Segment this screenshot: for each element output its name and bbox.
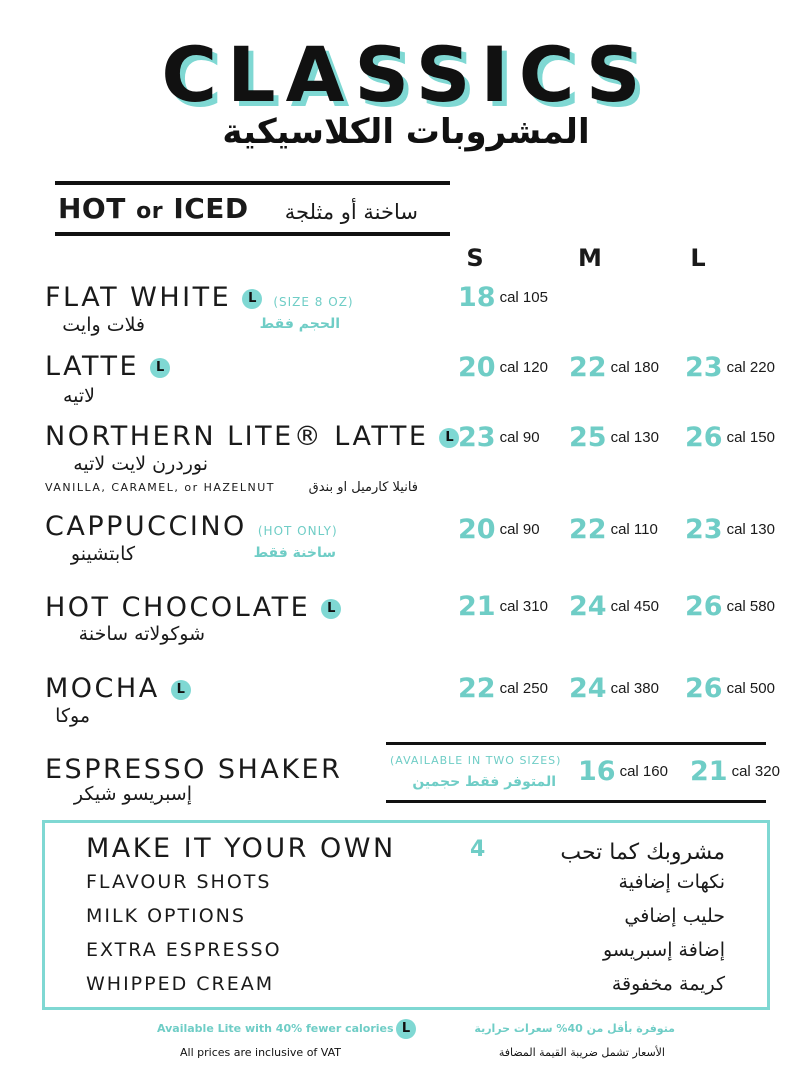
price-large: 26 cal 580 xyxy=(685,591,775,622)
menu-item-flat-white xyxy=(45,282,354,313)
lite-badge-icon: L xyxy=(439,428,459,448)
item-name-arabic: موكا xyxy=(55,705,90,727)
option-whipped-cream: WHIPPED CREAM xyxy=(86,973,275,995)
item-name-arabic: فلات وايت xyxy=(62,314,145,336)
price-medium: 24 cal 380 xyxy=(569,673,659,704)
option-extra-espresso: EXTRA ESPRESSO xyxy=(86,939,282,961)
menu-item-northern-lite-latte xyxy=(45,421,459,452)
footer-lite-note: Available Lite with 40% fewer calories xyxy=(157,1022,394,1035)
item-name: MOCHA xyxy=(45,673,160,704)
item-note: (HOT ONLY) xyxy=(257,524,338,538)
price-large: 21 cal 320 xyxy=(690,756,780,787)
price-medium: 22 cal 110 xyxy=(569,514,658,545)
price-medium: 24 cal 450 xyxy=(569,591,659,622)
price-medium: 16 cal 160 xyxy=(578,756,668,787)
size-header-small: S xyxy=(466,244,484,272)
item-flavours: VANILLA, CARAMEL, or HAZELNUT xyxy=(45,481,275,494)
price-small: 21 cal 310 xyxy=(458,591,548,622)
price-small: 18 cal 105 xyxy=(458,282,548,313)
item-note-arabic: المتوفر فقط حجمين xyxy=(412,774,556,790)
lite-badge-icon: L xyxy=(171,680,191,700)
item-name: HOT CHOCOLATE xyxy=(45,592,311,623)
lite-badge-icon: L xyxy=(150,358,170,378)
item-note: (AVAILABLE IN TWO SIZES) xyxy=(390,754,562,767)
lite-badge-icon: L xyxy=(242,289,262,309)
price-medium: 22 cal 180 xyxy=(569,352,659,383)
menu-item-espresso-shaker xyxy=(45,754,342,785)
item-note-arabic: الحجم فقط xyxy=(259,316,340,332)
size-header-large: L xyxy=(690,244,706,272)
menu-item-cappuccino xyxy=(45,511,338,542)
page-title: CLASSICS xyxy=(161,30,651,119)
item-name: FLAT WHITE xyxy=(45,282,232,313)
shaker-divider-bottom xyxy=(386,800,766,803)
item-name-arabic: نوردرن لايت لاتيه xyxy=(73,453,208,475)
price-large: 23 cal 220 xyxy=(685,352,775,383)
shaker-divider-top xyxy=(386,742,766,745)
price-large: 26 cal 500 xyxy=(685,673,775,704)
item-name-arabic: إسبريسو شيكر xyxy=(73,783,192,805)
item-name: ESPRESSO SHAKER xyxy=(45,754,343,785)
item-note-arabic: ساخنة فقط xyxy=(253,545,336,561)
lite-badge-icon: L xyxy=(321,599,341,619)
section-label-or: or xyxy=(136,199,164,224)
page-title-arabic: المشروبات الكلاسيكية xyxy=(222,112,590,152)
menu-item-mocha xyxy=(45,673,191,704)
make-it-your-own-title: MAKE IT YOUR OWN xyxy=(86,833,396,864)
section-label-iced: ICED xyxy=(173,192,249,225)
item-name-arabic: كابتشينو xyxy=(70,543,135,565)
footer-lite-note-arabic: متوفرة بأقل من 40% سعرات حرارية xyxy=(474,1022,675,1035)
section-label xyxy=(58,192,249,225)
item-name: LATTE xyxy=(45,351,140,382)
section-divider-top xyxy=(55,181,450,185)
item-flavours-arabic: فانيلا كارميل او بندق xyxy=(308,480,418,495)
price-small: 20 cal 90 xyxy=(458,514,540,545)
option-flavour-shots: FLAVOUR SHOTS xyxy=(86,871,272,893)
section-divider-bottom xyxy=(55,232,450,236)
price-small: 22 cal 250 xyxy=(458,673,548,704)
item-name-arabic: لاتيه xyxy=(62,385,95,407)
lite-badge-icon: L xyxy=(396,1019,416,1039)
item-name: NORTHERN LITE® LATTE xyxy=(45,421,429,452)
option-flavour-shots-arabic: نكهات إضافية xyxy=(618,871,725,893)
price-small: 20 cal 120 xyxy=(458,352,548,383)
item-note: (SIZE 8 OZ) xyxy=(273,295,354,309)
make-it-your-own-title-arabic: مشروبك كما تحب xyxy=(560,840,725,865)
option-milk: MILK OPTIONS xyxy=(86,905,246,927)
make-it-your-own-price: 4 xyxy=(470,837,486,862)
item-name-arabic: شوكولاته ساخنة xyxy=(78,623,205,645)
price-medium: 25 cal 130 xyxy=(569,422,659,453)
footer-vat-note-arabic: الأسعار تشمل ضريبة القيمة المضافة xyxy=(498,1046,665,1059)
menu-item-latte xyxy=(45,351,170,382)
option-extra-espresso-arabic: إضافة إسبريسو xyxy=(603,939,725,961)
section-label-hot: HOT xyxy=(58,192,126,225)
menu-item-hot-chocolate xyxy=(45,592,341,623)
footer-vat-note: All prices are inclusive of VAT xyxy=(180,1046,341,1059)
price-large: 26 cal 150 xyxy=(685,422,775,453)
section-label-arabic: ساخنة أو مثلجة xyxy=(284,200,418,224)
price-small: 23 cal 90 xyxy=(458,422,540,453)
option-milk-arabic: حليب إضافي xyxy=(624,905,725,927)
option-whipped-cream-arabic: كريمة مخفوقة xyxy=(611,973,725,995)
price-large: 23 cal 130 xyxy=(685,514,775,545)
item-name: CAPPUCCINO xyxy=(45,511,247,542)
size-header-medium: M xyxy=(578,244,602,272)
